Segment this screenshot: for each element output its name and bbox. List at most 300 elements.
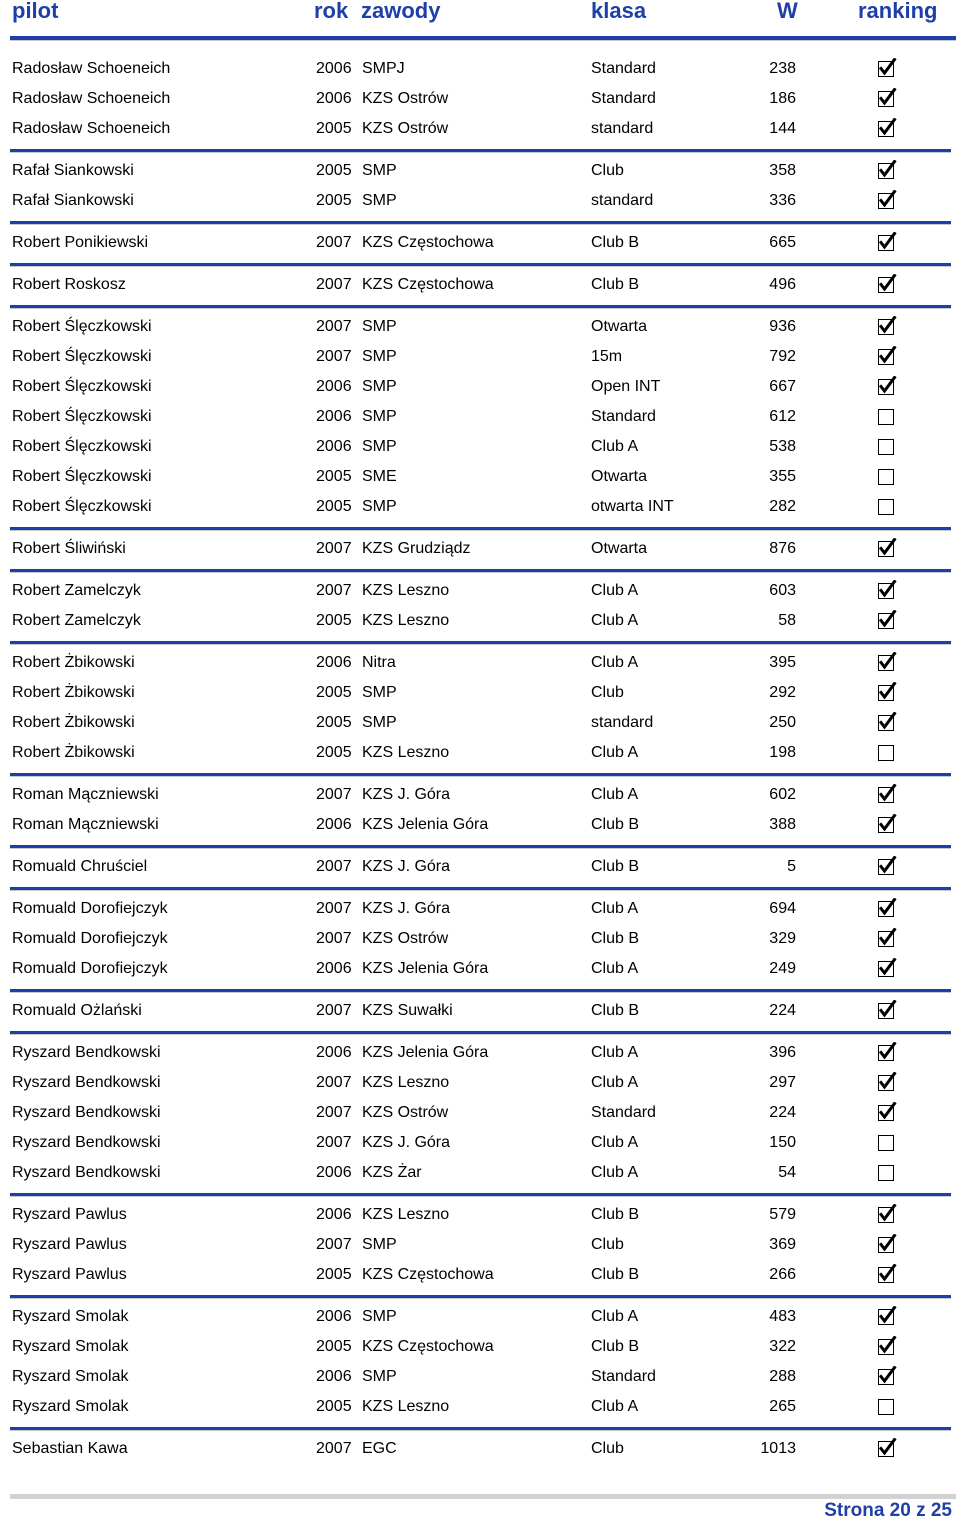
cell-zawody: KZS Częstochowa xyxy=(362,1266,494,1283)
cell-w: 288 xyxy=(769,1368,796,1385)
table-row xyxy=(0,1302,960,1332)
cell-rok: 2006 xyxy=(316,1044,352,1061)
cell-ranking xyxy=(877,436,897,456)
cell-klasa: Club xyxy=(591,1440,624,1457)
cell-pilot: Ryszard Pawlus xyxy=(12,1206,127,1223)
cell-ranking xyxy=(877,1234,897,1254)
cell-zawody: KZS J. Góra xyxy=(362,900,451,917)
cell-klasa: Club A xyxy=(591,438,639,455)
group-divider xyxy=(10,569,951,573)
header-divider xyxy=(10,36,956,41)
cell-rok: 2005 xyxy=(316,1266,352,1283)
table-row xyxy=(0,576,960,606)
cell-pilot: Ryszard Bendkowski xyxy=(12,1104,161,1121)
cell-klasa: standard xyxy=(591,120,654,137)
cell-klasa: Club B xyxy=(591,816,640,833)
cell-ranking xyxy=(877,898,897,918)
cell-w: 329 xyxy=(769,930,796,947)
cell-klasa: Club A xyxy=(591,1398,639,1415)
cell-klasa: Club A xyxy=(591,786,639,803)
cell-zawody: SMP xyxy=(362,348,397,365)
cell-w: 292 xyxy=(769,684,796,701)
cell-pilot: Robert Zamelczyk xyxy=(12,582,141,599)
cell-rok: 2006 xyxy=(316,1308,352,1325)
table-row xyxy=(0,738,960,768)
cell-pilot: Robert Ślęczkowski xyxy=(12,348,152,365)
table-row xyxy=(0,1068,960,1098)
cell-w: 355 xyxy=(769,468,796,485)
cell-w: 603 xyxy=(769,582,796,599)
cell-zawody: SMP xyxy=(362,714,397,731)
checked-checkbox-icon xyxy=(877,316,897,336)
cell-pilot: Sebastian Kawa xyxy=(12,1440,128,1457)
checked-checkbox-icon xyxy=(877,682,897,702)
checked-checkbox-icon xyxy=(877,1102,897,1122)
cell-ranking xyxy=(877,1438,897,1458)
cell-pilot: Robert Roskosz xyxy=(12,276,126,293)
cell-rok: 2006 xyxy=(316,378,352,395)
table-row xyxy=(0,312,960,342)
cell-zawody: SMP xyxy=(362,498,397,515)
cell-rok: 2007 xyxy=(316,858,352,875)
cell-klasa: Club A xyxy=(591,744,639,761)
cell-w: 602 xyxy=(769,786,796,803)
cell-klasa: Club B xyxy=(591,1002,640,1019)
cell-rok: 2005 xyxy=(316,468,352,485)
unchecked-checkbox-icon xyxy=(877,496,897,516)
cell-w: 667 xyxy=(769,378,796,395)
cell-w: 483 xyxy=(769,1308,796,1325)
cell-pilot: Roman Mączniewski xyxy=(12,786,159,803)
cell-klasa: Open INT xyxy=(591,378,661,395)
cell-w: 238 xyxy=(769,60,796,77)
cell-ranking xyxy=(877,1396,897,1416)
checked-checkbox-icon xyxy=(877,1000,897,1020)
cell-rok: 2006 xyxy=(316,654,352,671)
cell-ranking xyxy=(877,1042,897,1062)
cell-w: 5 xyxy=(787,858,796,875)
table-row xyxy=(0,1038,960,1068)
cell-ranking xyxy=(877,496,897,516)
table-row xyxy=(0,372,960,402)
cell-ranking xyxy=(877,610,897,630)
checked-checkbox-icon xyxy=(877,784,897,804)
cell-ranking xyxy=(877,406,897,426)
cell-klasa: Otwarta xyxy=(591,468,648,485)
cell-rok: 2006 xyxy=(316,90,352,107)
cell-pilot: Robert Ślęczkowski xyxy=(12,498,152,515)
table-row xyxy=(0,996,960,1026)
cell-rok: 2007 xyxy=(316,930,352,947)
cell-w: 694 xyxy=(769,900,796,917)
cell-zawody: KZS Ostrów xyxy=(362,90,449,107)
group-divider xyxy=(10,527,951,531)
cell-pilot: Romuald Chruściel xyxy=(12,858,148,875)
cell-w: 665 xyxy=(769,234,796,251)
table-row xyxy=(0,1098,960,1128)
table-row xyxy=(0,342,960,372)
cell-rok: 2007 xyxy=(316,540,352,557)
cell-rok: 2007 xyxy=(316,1134,352,1151)
cell-pilot: Robert Ślęczkowski xyxy=(12,378,152,395)
cell-pilot: Robert Ślęczkowski xyxy=(12,408,152,425)
cell-ranking xyxy=(877,190,897,210)
group-divider xyxy=(10,1193,951,1197)
checked-checkbox-icon xyxy=(877,712,897,732)
cell-zawody: SME xyxy=(362,468,397,485)
cell-zawody: EGC xyxy=(362,1440,397,1457)
cell-rok: 2007 xyxy=(316,582,352,599)
cell-w: 1013 xyxy=(760,1440,796,1457)
group-divider xyxy=(10,773,951,777)
cell-rok: 2006 xyxy=(316,408,352,425)
cell-ranking xyxy=(877,1204,897,1224)
table-row xyxy=(0,270,960,300)
unchecked-checkbox-icon xyxy=(877,406,897,426)
cell-rok: 2006 xyxy=(316,438,352,455)
cell-klasa: Club A xyxy=(591,1308,639,1325)
cell-rok: 2005 xyxy=(316,1398,352,1415)
cell-ranking xyxy=(877,376,897,396)
cell-ranking xyxy=(877,274,897,294)
cell-zawody: KZS Leszno xyxy=(362,1398,450,1415)
cell-zawody: KZS J. Góra xyxy=(362,858,451,875)
table-row xyxy=(0,1200,960,1230)
cell-klasa: Standard xyxy=(591,60,656,77)
table-row xyxy=(0,186,960,216)
cell-w: 792 xyxy=(769,348,796,365)
cell-pilot: Ryszard Bendkowski xyxy=(12,1164,161,1181)
table-row xyxy=(0,852,960,882)
header-zawody: zawody xyxy=(361,0,441,23)
table-row xyxy=(0,810,960,840)
cell-ranking xyxy=(877,538,897,558)
table-row xyxy=(0,402,960,432)
cell-klasa: Otwarta xyxy=(591,540,648,557)
cell-zawody: SMP xyxy=(362,192,397,209)
cell-ranking xyxy=(877,1132,897,1152)
cell-ranking xyxy=(877,316,897,336)
cell-ranking xyxy=(877,58,897,78)
cell-klasa: Club xyxy=(591,684,624,701)
cell-w: 612 xyxy=(769,408,796,425)
cell-w: 266 xyxy=(769,1266,796,1283)
unchecked-checkbox-icon xyxy=(877,742,897,762)
cell-klasa: Club B xyxy=(591,1338,640,1355)
cell-zawody: KZS Częstochowa xyxy=(362,234,494,251)
cell-ranking xyxy=(877,466,897,486)
cell-w: 224 xyxy=(769,1104,796,1121)
cell-rok: 2007 xyxy=(316,786,352,803)
table-row xyxy=(0,1158,960,1188)
header-w: W xyxy=(777,0,798,23)
group-divider xyxy=(10,845,951,849)
cell-klasa: standard xyxy=(591,192,654,209)
cell-ranking xyxy=(877,88,897,108)
group-divider xyxy=(10,641,951,645)
cell-klasa: Club xyxy=(591,162,624,179)
cell-klasa: Club A xyxy=(591,1134,639,1151)
cell-pilot: Robert Śliwiński xyxy=(12,540,126,557)
cell-pilot: Roman Mączniewski xyxy=(12,816,159,833)
table-row xyxy=(0,894,960,924)
table-row xyxy=(0,1128,960,1158)
cell-pilot: Robert Żbikowski xyxy=(12,684,135,701)
cell-w: 58 xyxy=(778,612,796,629)
cell-ranking xyxy=(877,682,897,702)
checked-checkbox-icon xyxy=(877,1204,897,1224)
cell-rok: 2005 xyxy=(316,1338,352,1355)
table-row xyxy=(0,228,960,258)
cell-w: 186 xyxy=(769,90,796,107)
cell-zawody: KZS Leszno xyxy=(362,582,450,599)
cell-ranking xyxy=(877,1366,897,1386)
cell-klasa: Standard xyxy=(591,1104,656,1121)
table-header xyxy=(0,0,960,26)
cell-rok: 2007 xyxy=(316,900,352,917)
cell-klasa: Club A xyxy=(591,654,639,671)
cell-klasa: Standard xyxy=(591,90,656,107)
table-row xyxy=(0,1230,960,1260)
cell-zawody: SMP xyxy=(362,378,397,395)
cell-klasa: Club A xyxy=(591,1164,639,1181)
cell-pilot: Robert Zamelczyk xyxy=(12,612,141,629)
checked-checkbox-icon xyxy=(877,1438,897,1458)
cell-rok: 2006 xyxy=(316,960,352,977)
table-row xyxy=(0,84,960,114)
cell-rok: 2005 xyxy=(316,192,352,209)
unchecked-checkbox-icon xyxy=(877,1162,897,1182)
cell-w: 144 xyxy=(769,120,796,137)
cell-klasa: Club A xyxy=(591,960,639,977)
checked-checkbox-icon xyxy=(877,274,897,294)
cell-rok: 2005 xyxy=(316,120,352,137)
table-row xyxy=(0,648,960,678)
cell-pilot: Ryszard Pawlus xyxy=(12,1236,127,1253)
cell-pilot: Romuald Dorofiejczyk xyxy=(12,960,168,977)
checked-checkbox-icon xyxy=(877,958,897,978)
table-row xyxy=(0,1392,960,1422)
cell-zawody: KZS Ostrów xyxy=(362,930,449,947)
cell-zawody: KZS Leszno xyxy=(362,1206,450,1223)
cell-pilot: Radosław Schoeneich xyxy=(12,120,171,137)
cell-rok: 2005 xyxy=(316,684,352,701)
cell-rok: 2007 xyxy=(316,276,352,293)
cell-klasa: standard xyxy=(591,714,654,731)
checked-checkbox-icon xyxy=(877,652,897,672)
cell-klasa: Club B xyxy=(591,276,640,293)
checked-checkbox-icon xyxy=(877,898,897,918)
cell-zawody: KZS Grudziądz xyxy=(362,540,471,557)
cell-zawody: KZS Częstochowa xyxy=(362,276,494,293)
cell-ranking xyxy=(877,1162,897,1182)
cell-zawody: SMP xyxy=(362,408,397,425)
cell-pilot: Ryszard Smolak xyxy=(12,1368,129,1385)
cell-ranking xyxy=(877,856,897,876)
cell-zawody: SMP xyxy=(362,1368,397,1385)
table-row xyxy=(0,606,960,636)
footer-divider xyxy=(10,1494,956,1499)
cell-ranking xyxy=(877,958,897,978)
cell-zawody: KZS Jelenia Góra xyxy=(362,960,489,977)
table-row xyxy=(0,492,960,522)
cell-w: 265 xyxy=(769,1398,796,1415)
cell-pilot: Ryszard Pawlus xyxy=(12,1266,127,1283)
cell-klasa: 15m xyxy=(591,348,623,365)
unchecked-checkbox-icon xyxy=(877,436,897,456)
checked-checkbox-icon xyxy=(877,538,897,558)
cell-klasa: Standard xyxy=(591,408,656,425)
cell-pilot: Robert Ślęczkowski xyxy=(12,468,152,485)
group-divider xyxy=(10,1295,951,1299)
cell-rok: 2007 xyxy=(316,234,352,251)
cell-klasa: Club A xyxy=(591,612,639,629)
cell-rok: 2007 xyxy=(316,1074,352,1091)
cell-klasa: Club A xyxy=(591,1074,639,1091)
cell-pilot: Ryszard Smolak xyxy=(12,1308,129,1325)
checked-checkbox-icon xyxy=(877,610,897,630)
cell-klasa: Club xyxy=(591,1236,624,1253)
cell-ranking xyxy=(877,118,897,138)
cell-pilot: Robert Ślęczkowski xyxy=(12,318,152,335)
cell-zawody: KZS Suwałki xyxy=(362,1002,453,1019)
checked-checkbox-icon xyxy=(877,814,897,834)
table-row xyxy=(0,780,960,810)
table-row xyxy=(0,534,960,564)
cell-pilot: Robert Żbikowski xyxy=(12,744,135,761)
group-divider xyxy=(10,887,951,891)
cell-w: 936 xyxy=(769,318,796,335)
table-row xyxy=(0,1362,960,1392)
group-divider xyxy=(10,989,951,993)
checked-checkbox-icon xyxy=(877,58,897,78)
cell-w: 322 xyxy=(769,1338,796,1355)
cell-rok: 2005 xyxy=(316,162,352,179)
cell-zawody: KZS J. Góra xyxy=(362,786,451,803)
cell-zawody: SMP xyxy=(362,1236,397,1253)
cell-zawody: Nitra xyxy=(362,654,396,671)
checked-checkbox-icon xyxy=(877,1072,897,1092)
cell-ranking xyxy=(877,580,897,600)
group-divider xyxy=(10,263,951,267)
cell-w: 876 xyxy=(769,540,796,557)
checked-checkbox-icon xyxy=(877,376,897,396)
checked-checkbox-icon xyxy=(877,928,897,948)
cell-pilot: Romuald Dorofiejczyk xyxy=(12,930,168,947)
cell-zawody: SMP xyxy=(362,684,397,701)
header-pilot: pilot xyxy=(12,0,59,23)
table-row xyxy=(0,54,960,84)
cell-zawody: KZS Leszno xyxy=(362,1074,450,1091)
cell-pilot: Robert Żbikowski xyxy=(12,714,135,731)
table-row xyxy=(0,954,960,984)
cell-w: 224 xyxy=(769,1002,796,1019)
cell-ranking xyxy=(877,712,897,732)
cell-pilot: Rafał Siankowski xyxy=(12,162,134,179)
cell-ranking xyxy=(877,1000,897,1020)
cell-klasa: Club B xyxy=(591,234,640,251)
checked-checkbox-icon xyxy=(877,346,897,366)
cell-pilot: Romuald Ożlański xyxy=(12,1002,142,1019)
cell-zawody: KZS Leszno xyxy=(362,612,450,629)
cell-pilot: Romuald Dorofiejczyk xyxy=(12,900,168,917)
page-number: Strona 20 z 25 xyxy=(824,1500,952,1521)
cell-pilot: Robert Ślęczkowski xyxy=(12,438,152,455)
table-row xyxy=(0,1260,960,1290)
cell-ranking xyxy=(877,160,897,180)
cell-w: 579 xyxy=(769,1206,796,1223)
checked-checkbox-icon xyxy=(877,1042,897,1062)
cell-rok: 2006 xyxy=(316,1164,352,1181)
table-row xyxy=(0,432,960,462)
group-divider xyxy=(10,305,951,309)
cell-klasa: Club B xyxy=(591,858,640,875)
cell-rok: 2005 xyxy=(316,744,352,761)
cell-klasa: Standard xyxy=(591,1368,656,1385)
cell-ranking xyxy=(877,928,897,948)
cell-pilot: Radosław Schoeneich xyxy=(12,60,171,77)
cell-w: 395 xyxy=(769,654,796,671)
cell-pilot: Robert Ponikiewski xyxy=(12,234,149,251)
cell-rok: 2006 xyxy=(316,816,352,833)
cell-rok: 2006 xyxy=(316,60,352,77)
cell-w: 538 xyxy=(769,438,796,455)
cell-klasa: Club B xyxy=(591,1206,640,1223)
cell-w: 249 xyxy=(769,960,796,977)
group-divider xyxy=(10,1427,951,1431)
cell-zawody: SMP xyxy=(362,1308,397,1325)
cell-zawody: KZS Jelenia Góra xyxy=(362,1044,489,1061)
checked-checkbox-icon xyxy=(877,580,897,600)
cell-w: 297 xyxy=(769,1074,796,1091)
cell-rok: 2007 xyxy=(316,1440,352,1457)
cell-w: 282 xyxy=(769,498,796,515)
cell-zawody: SMP xyxy=(362,438,397,455)
group-divider xyxy=(10,1031,951,1035)
unchecked-checkbox-icon xyxy=(877,1132,897,1152)
cell-ranking xyxy=(877,1336,897,1356)
header-ranking: ranking xyxy=(858,0,938,23)
cell-w: 388 xyxy=(769,816,796,833)
cell-pilot: Rafał Siankowski xyxy=(12,192,134,209)
cell-ranking xyxy=(877,1306,897,1326)
cell-zawody: SMPJ xyxy=(362,60,405,77)
cell-klasa: otwarta INT xyxy=(591,498,674,515)
table-row xyxy=(0,924,960,954)
cell-ranking xyxy=(877,1102,897,1122)
cell-ranking xyxy=(877,652,897,672)
cell-ranking xyxy=(877,784,897,804)
table-row xyxy=(0,462,960,492)
group-divider xyxy=(10,221,951,225)
cell-zawody: KZS Częstochowa xyxy=(362,1338,494,1355)
cell-w: 54 xyxy=(778,1164,796,1181)
cell-pilot: Ryszard Bendkowski xyxy=(12,1044,161,1061)
unchecked-checkbox-icon xyxy=(877,1396,897,1416)
cell-rok: 2006 xyxy=(316,1206,352,1223)
cell-zawody: SMP xyxy=(362,162,397,179)
cell-klasa: Club A xyxy=(591,1044,639,1061)
checked-checkbox-icon xyxy=(877,232,897,252)
cell-ranking xyxy=(877,742,897,762)
cell-zawody: KZS Żar xyxy=(362,1164,422,1181)
cell-rok: 2007 xyxy=(316,318,352,335)
cell-w: 336 xyxy=(769,192,796,209)
checked-checkbox-icon xyxy=(877,118,897,138)
cell-w: 396 xyxy=(769,1044,796,1061)
header-rok: rok xyxy=(314,0,349,23)
cell-klasa: Otwarta xyxy=(591,318,648,335)
